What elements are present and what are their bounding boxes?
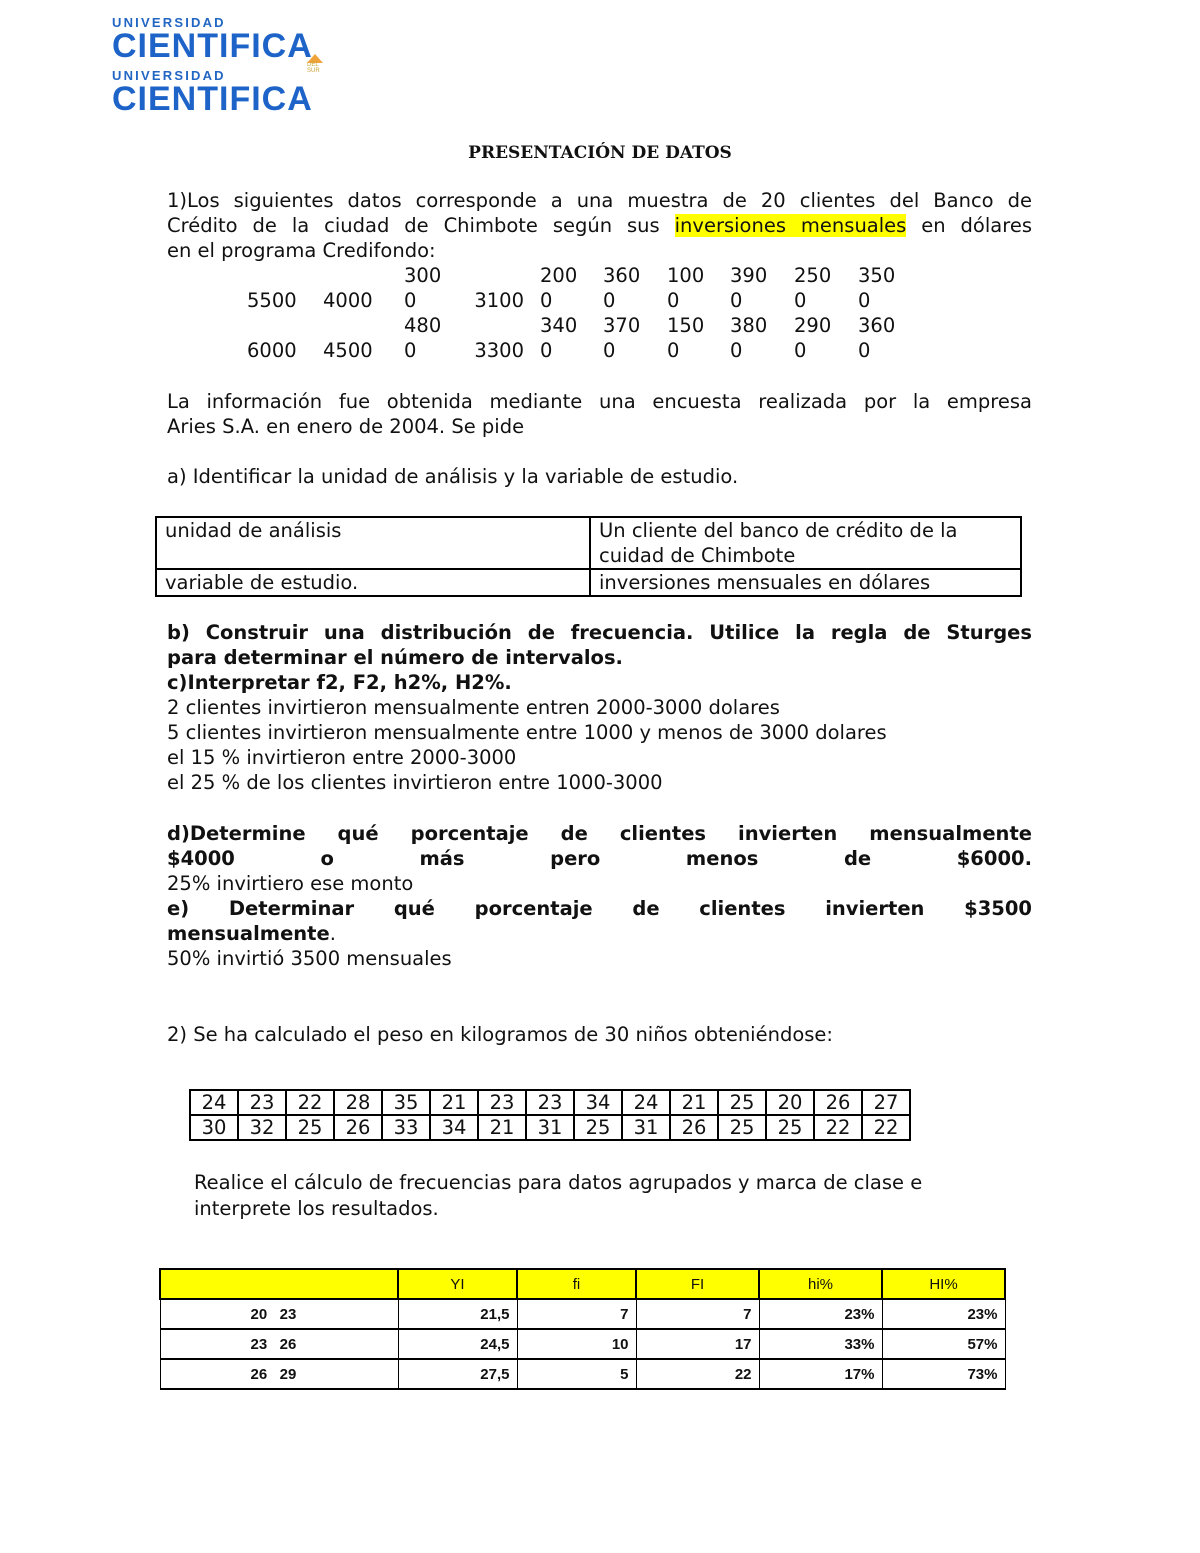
frequency-cell: 24,5 <box>398 1329 517 1359</box>
analysis-unit-label: unidad de análisis <box>156 517 590 569</box>
q2-intro: 2) Se ha calculado el peso en kilogramos de 30 niños obteniéndose: <box>167 1023 833 1046</box>
frequency-header-cell: HI% <box>882 1269 1005 1299</box>
raw-data-cell: 0 <box>730 339 743 362</box>
weight-cell: 23 <box>238 1090 286 1115</box>
q1-answer-c2: 5 clientes invirtieron mensualmente entre 1000 y menos de 3000 dolares <box>167 721 887 744</box>
raw-data-cell: 0 <box>730 289 743 312</box>
weight-cell: 25 <box>286 1115 334 1140</box>
q2-task-line1: Realice el cálculo de frecuencias para datos agrupados y marca de clase e <box>194 1171 923 1194</box>
frequency-cell: 23% <box>759 1299 882 1329</box>
q1-answer-c3: el 15 % invirtieron entre 2000-3000 <box>167 746 517 769</box>
raw-data-cell: 100 <box>667 264 705 287</box>
weight-cell: 24 <box>190 1090 238 1115</box>
q1-question-a: a) Identificar la unidad de análisis y la variable de estudio. <box>167 465 739 488</box>
weight-cell: 25 <box>718 1090 766 1115</box>
weight-cell: 22 <box>286 1090 334 1115</box>
q2-task-line2: interprete los resultados. <box>194 1197 439 1220</box>
weight-cell: 25 <box>574 1115 622 1140</box>
q1-question-b-line2: para determinar el número de intervalos. <box>167 646 623 669</box>
weights-table <box>189 1089 911 1141</box>
weight-cell: 35 <box>382 1090 430 1115</box>
weight-cell: 22 <box>814 1115 862 1140</box>
frequency-table <box>159 1268 1006 1390</box>
weight-cell: 25 <box>718 1115 766 1140</box>
raw-data-cell: 5500 <box>247 289 297 312</box>
frequency-header-cell: YI <box>398 1269 517 1299</box>
raw-data-cell: 360 <box>858 314 896 337</box>
frequency-cell: 21,5 <box>398 1299 517 1329</box>
study-variable-label: variable de estudio. <box>156 569 590 596</box>
raw-data-cell: 0 <box>540 289 553 312</box>
frequency-cell: 27,5 <box>398 1359 517 1389</box>
q1-intro-line1: 1)Los siguientes datos corresponde a una muestra de 20 clientes del Banco de <box>167 189 1032 212</box>
raw-data-cell: 0 <box>404 289 417 312</box>
table-row <box>190 1090 910 1115</box>
frequency-header-cell <box>160 1269 398 1299</box>
table-row <box>160 1329 1005 1359</box>
raw-data-cell: 0 <box>858 289 871 312</box>
q1-question-e-line1: e) Determinar qué porcentaje de clientes invierten $3500 <box>167 897 1032 920</box>
raw-data-cell: 0 <box>794 339 807 362</box>
raw-data-cell: 3100 <box>474 289 524 312</box>
raw-data-cell: 0 <box>603 289 616 312</box>
weight-cell: 21 <box>478 1115 526 1140</box>
raw-data-cell: 3300 <box>474 339 524 362</box>
weight-cell: 30 <box>190 1115 238 1140</box>
weight-cell: 26 <box>814 1090 862 1115</box>
logo-line2: CIENTIFICA <box>112 29 323 63</box>
logo-line1: UNIVERSIDAD <box>112 15 226 30</box>
q1-question-b-line1: b) Construir una distribución de frecuencia. Utilice la regla de Sturges <box>167 621 1032 644</box>
frequency-cell: 17% <box>759 1359 882 1389</box>
frequency-cell: 33% <box>759 1329 882 1359</box>
raw-data-cell: 4500 <box>323 339 373 362</box>
raw-data-cell: 0 <box>667 339 680 362</box>
raw-data-cell: 360 <box>603 264 641 287</box>
q1-info-line1: La información fue obtenida mediante una encuesta realizada por la empresa <box>167 390 1032 413</box>
q1-answer-c4: el 25 % de los clientes invirtieron entre 1000-3000 <box>167 771 663 794</box>
weight-cell: 31 <box>526 1115 574 1140</box>
raw-data-cell: 350 <box>858 264 896 287</box>
raw-data-cell: 0 <box>404 339 417 362</box>
weight-cell: 28 <box>334 1090 382 1115</box>
raw-data-cell: 200 <box>540 264 578 287</box>
table-row <box>156 569 1021 596</box>
weight-cell: 31 <box>622 1115 670 1140</box>
raw-data-cell: 250 <box>794 264 832 287</box>
q1-question-e-line2: mensualmente. <box>167 922 336 945</box>
weight-cell: 23 <box>478 1090 526 1115</box>
raw-data-cell: 0 <box>540 339 553 362</box>
raw-data-cell: 340 <box>540 314 578 337</box>
raw-data-cell: 290 <box>794 314 832 337</box>
logo-tagline: DEL SUR <box>307 62 320 74</box>
weight-cell: 20 <box>766 1090 814 1115</box>
frequency-cell: 73% <box>882 1359 1005 1389</box>
raw-data-cell: 0 <box>667 289 680 312</box>
raw-data-cell: 150 <box>667 314 705 337</box>
frequency-header-row <box>160 1269 1005 1299</box>
class-interval-cell: 26 29 <box>160 1359 398 1389</box>
q1-intro-line3: en el programa Credifondo: <box>167 239 436 262</box>
frequency-header-cell: hi% <box>759 1269 882 1299</box>
class-interval-cell: 23 26 <box>160 1329 398 1359</box>
frequency-cell: 7 <box>636 1299 759 1329</box>
weight-cell: 34 <box>574 1090 622 1115</box>
weight-cell: 25 <box>766 1115 814 1140</box>
frequency-header-cell: fi <box>517 1269 636 1299</box>
q1-intro-line2: Crédito de la ciudad de Chimbote según sus inversiones mensuales en dólares <box>167 214 1032 237</box>
raw-data-cell: 380 <box>730 314 768 337</box>
university-logo <box>112 16 323 76</box>
frequency-cell: 57% <box>882 1329 1005 1359</box>
table-row <box>190 1115 910 1140</box>
raw-data-cell: 0 <box>603 339 616 362</box>
analysis-table <box>155 516 1022 597</box>
highlighted-variable: inversiones mensuales <box>674 214 907 237</box>
q1-question-c: c)Interpretar f2, F2, h2%, H2%. <box>167 671 512 694</box>
q1-question-d-line1: d)Determine qué porcentaje de clientes invierten mensualmente <box>167 822 1032 845</box>
weight-cell: 26 <box>670 1115 718 1140</box>
page-title: PRESENTACIÓN DE DATOS <box>468 143 732 163</box>
weight-cell: 26 <box>334 1115 382 1140</box>
study-variable-value: inversiones mensuales en dólares <box>590 569 1021 596</box>
weight-cell: 23 <box>526 1090 574 1115</box>
raw-data-cell: 480 <box>404 314 442 337</box>
frequency-cell: 10 <box>517 1329 636 1359</box>
class-interval-cell: 20 23 <box>160 1299 398 1329</box>
q1-info-line2: Aries S.A. en enero de 2004. Se pide <box>167 415 525 438</box>
table-row <box>156 517 1021 569</box>
logo2-line2: CIENTIFICA <box>112 80 313 118</box>
weight-cell: 21 <box>670 1090 718 1115</box>
weight-cell: 32 <box>238 1115 286 1140</box>
frequency-cell: 17 <box>636 1329 759 1359</box>
raw-data-cell: 0 <box>858 339 871 362</box>
table-row <box>160 1359 1005 1389</box>
university-logo-duplicate <box>112 68 313 118</box>
logo2-line1: UNIVERSIDAD <box>112 68 226 83</box>
table-row <box>160 1299 1005 1329</box>
raw-data-cell: 6000 <box>247 339 297 362</box>
q1-answer-c1: 2 clientes invirtieron mensualmente entren 2000-3000 dolares <box>167 696 780 719</box>
frequency-header-cell: FI <box>636 1269 759 1299</box>
q1-question-d-line2: $4000 o más pero menos de $6000. <box>167 847 1032 870</box>
raw-data-cell: 4000 <box>323 289 373 312</box>
raw-data-cell: 0 <box>794 289 807 312</box>
weight-cell: 22 <box>862 1115 910 1140</box>
frequency-cell: 22 <box>636 1359 759 1389</box>
weight-cell: 34 <box>430 1115 478 1140</box>
q1-answer-d: 25% invirtiero ese monto <box>167 872 414 895</box>
weight-cell: 27 <box>862 1090 910 1115</box>
raw-data-cell: 300 <box>404 264 442 287</box>
weight-cell: 33 <box>382 1115 430 1140</box>
frequency-cell: 23% <box>882 1299 1005 1329</box>
frequency-cell: 5 <box>517 1359 636 1389</box>
frequency-cell: 7 <box>517 1299 636 1329</box>
raw-data-cell: 390 <box>730 264 768 287</box>
q1-answer-e: 50% invirtió 3500 mensuales <box>167 947 452 970</box>
raw-data-cell: 370 <box>603 314 641 337</box>
weight-cell: 21 <box>430 1090 478 1115</box>
analysis-unit-value: Un cliente del banco de crédito de la cuidad de Chimbote <box>590 517 1021 569</box>
weight-cell: 24 <box>622 1090 670 1115</box>
